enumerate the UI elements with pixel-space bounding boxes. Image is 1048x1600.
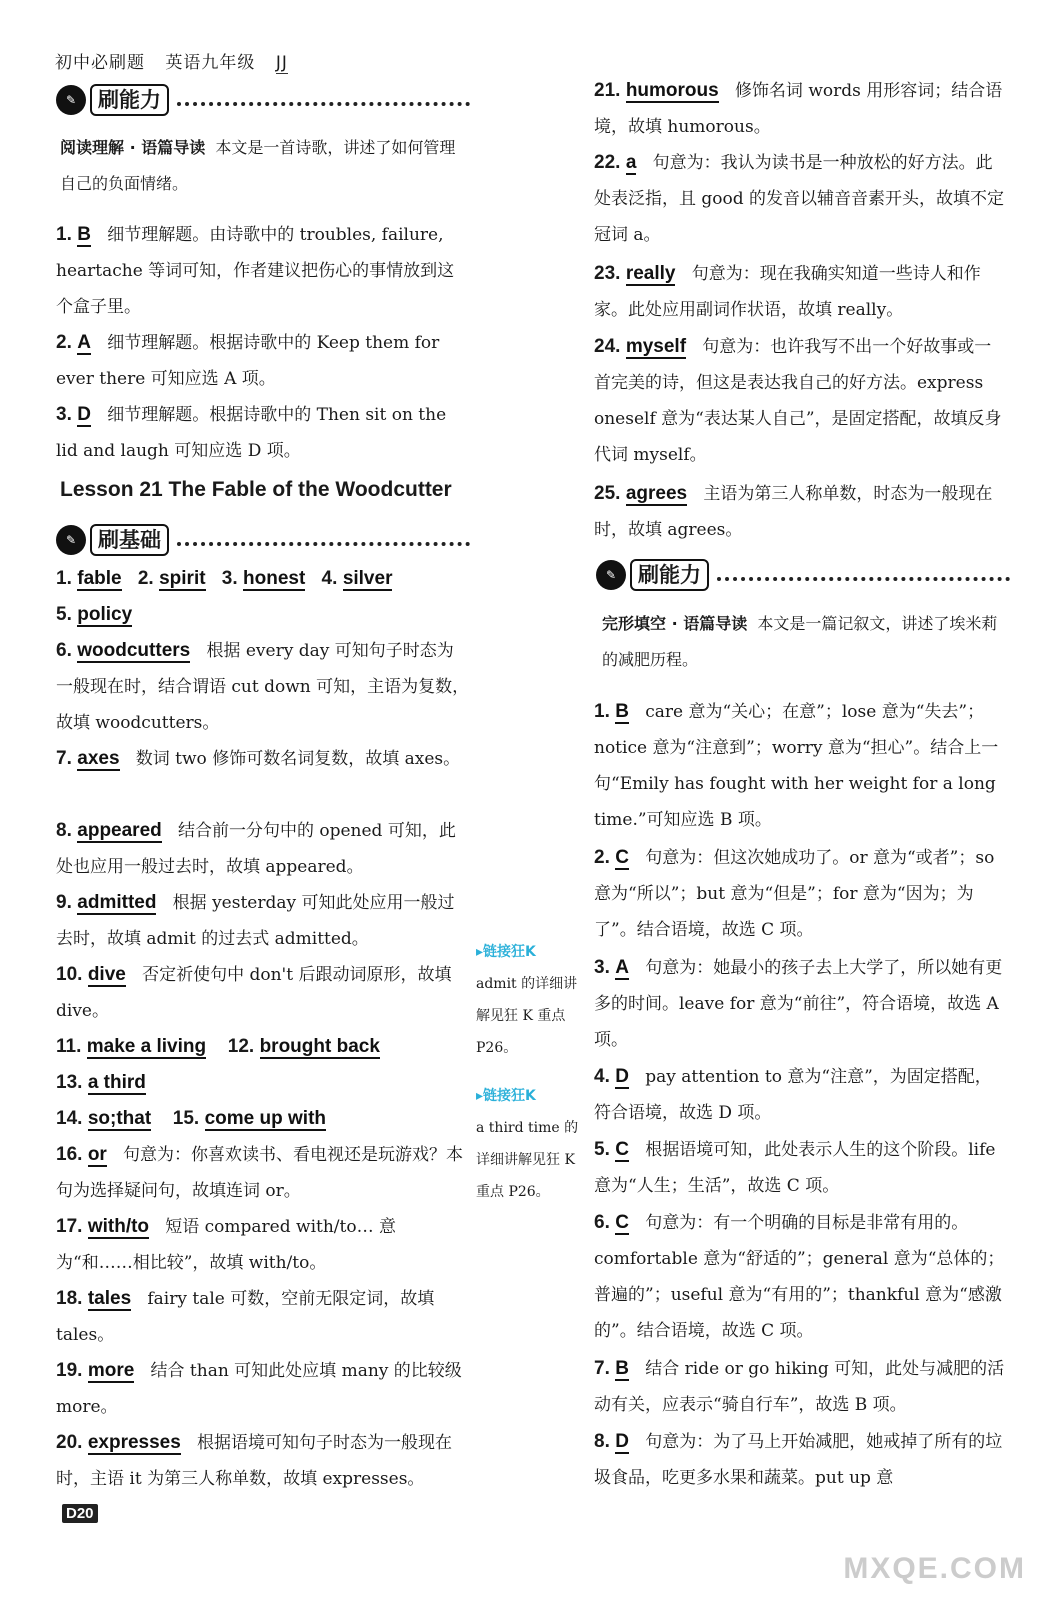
answer-row: 5. policy [56,604,133,625]
section-header: ✎ 刷能力 [56,82,470,118]
list-item: 6. woodcutters 根据 every day 可知句子时态为一般现在时，结合谓语 cut down 可知，主语为复数，故填 woodcutters。 [56,640,470,733]
list-item: 3. D 细节理解题。根据诗歌中的 Then sit on the lid and laugh 可知应选 D 项。 [56,404,447,461]
answer-row: 14. so;that 15. come up with [56,1108,327,1129]
list-item: 16. or 句意为：你喜欢读书、看电视还是玩游戏？本句为选择疑问句，故填连词 or。 [56,1144,464,1201]
list-item: 8. D 句意为：为了马上开始减肥，她戒掉了所有的垃圾食品，吃更多水果和蔬菜。put up 意 [594,1431,1003,1488]
list-item: 3. A 句意为：她最小的孩子去上大学了，所以她有更多的时间。leave for 意为“前往”，符合语境，故选 A 项。 [594,957,1003,1050]
list-item: 1. B 细节理解题。由诗歌中的 troubles, failure, heartache 等词可知，作者建议把伤心的事情放到这个盒子里。 [56,224,455,317]
side-link[interactable]: 链接狂K [483,1088,536,1104]
list-item: 2. C 句意为：但这次她成功了。or 意为“或者”；so 意为“所以”；but 意为“但是”；for 意为“因为；为了”。结合语境，故选 C 项。 [594,847,995,940]
watermark: MXQE.COM [843,1552,1026,1585]
list-item: 1. B care 意为“关心；在意”；lose 意为“失去”；notice 意为“注意到”；worry 意为“担心”。结合上一句“Emily has fought with her weight for a long time.”可知应选 B 项。 [594,701,999,830]
list-item: 7. B 结合 ride or go hiking 可知，此处与减肥的活动有关，应表示“骑自行车”，故选 B 项。 [594,1358,1005,1415]
brush-icon: ✎ [56,525,86,555]
list-item: 5. C 根据语境可知，此处表示人生的这个阶段。life 意为“人生；生活”，故选 C 项。 [594,1139,996,1196]
link-icon: ▸ [476,1088,484,1104]
list-item: 22. a 句意为：我认为读书是一种放松的好方法。此处表泛指，且 good 的发音以辅音音素开头，故填不定冠词 a。 [594,152,1005,245]
side-note: ▸链接狂K admit 的详细讲解见狂 K 重点 P26。 [476,944,578,1056]
list-item: 21. humorous 修饰名词 words 用形容词；结合语境，故填 humorous。 [594,80,1003,137]
list-item: 17. with/to 短语 compared with/to… 意为“和……相比较”，故填 with/to。 [56,1216,396,1273]
section-header: ✎ 刷基础 [56,522,470,558]
list-item: 7. axes 数词 two 修饰可数名词复数，故填 axes。 [56,748,461,769]
link-icon: ▸ [476,944,484,960]
list-item: 6. C 句意为：有一个明确的目标是非常有用的。comfortable 意为“舒适的”；general 意为“总体的；普遍的”；useful 意为“有用的”；thankful 意为“感激的”。结合语境，故选 C 项。 [594,1212,1005,1341]
list-item: 23. really 句意为：现在我确实知道一些诗人和作家。此处应用副词作状语，故填 really。 [594,263,981,320]
list-item: 19. more 结合 than 可知此处应填 many 的比较级 more。 [56,1360,462,1417]
list-item: 8. appeared 结合前一分句中的 opened 可知，此处也应用一般过去时，故填 appeared。 [56,820,456,877]
page-number: D20 [62,1504,98,1523]
side-link[interactable]: 链接狂K [483,944,536,960]
side-note: ▸链接狂K a third time 的详细讲解见狂 K 重点 P26。 [476,1088,579,1200]
list-item: 25. agrees 主语为第三人称单数，时态为一般现在时，故填 agrees。 [594,483,993,540]
edition: JJ [275,53,288,73]
page-header [55,48,302,73]
list-item: 18. tales fairy tale 可数，空前无限定词，故填 tales。 [56,1288,435,1345]
reading-intro: 阅读理解 · 语篇导读 本文是一首诗歌，讲述了如何管理自己的负面情绪。 [60,138,456,193]
answer-row: 13. a third [56,1072,146,1093]
answer-row: 1. fable 2. spirit 3. honest 4. silver [56,568,393,589]
answer-row: 11. make a living 12. brought back [56,1036,380,1057]
subject: 英语九年级 [165,53,256,73]
list-item: 2. A 细节理解题。根据诗歌中的 Keep them for ever there 可知应选 A 项。 [56,332,440,389]
cloze-intro: 完形填空 · 语篇导读 本文是一篇记叙文，讲述了埃米莉的减肥历程。 [602,614,998,669]
list-item: 10. dive 否定祈使句中 don't 后跟动词原形，故填 dive。 [56,964,452,1021]
lesson-title: Lesson 21 The Fable of the Woodcutter [60,478,452,501]
brush-icon: ✎ [56,85,86,115]
brush-icon: ✎ [596,560,626,590]
list-item: 4. D pay attention to 意为“注意”，为固定搭配，符合语境，故选 D 项。 [594,1066,992,1123]
book-title: 初中必刷题 [55,53,145,73]
list-item: 9. admitted 根据 yesterday 可知此处应用一般过去时，故填 admit 的过去式 admitted。 [56,892,455,949]
list-item: 24. myself 句意为：也许我写不出一个好故事或一首完美的诗，但这是表达我自己的好方法。express oneself 意为“表达某人自己”，是固定搭配，故填反身代词 myself。 [594,336,1002,465]
list-item: 20. expresses 根据语境可知句子时态为一般现在时，主语 it 为第三人称单数，故填 expresses。 [56,1432,453,1489]
section-header: ✎ 刷能力 [596,557,1010,593]
